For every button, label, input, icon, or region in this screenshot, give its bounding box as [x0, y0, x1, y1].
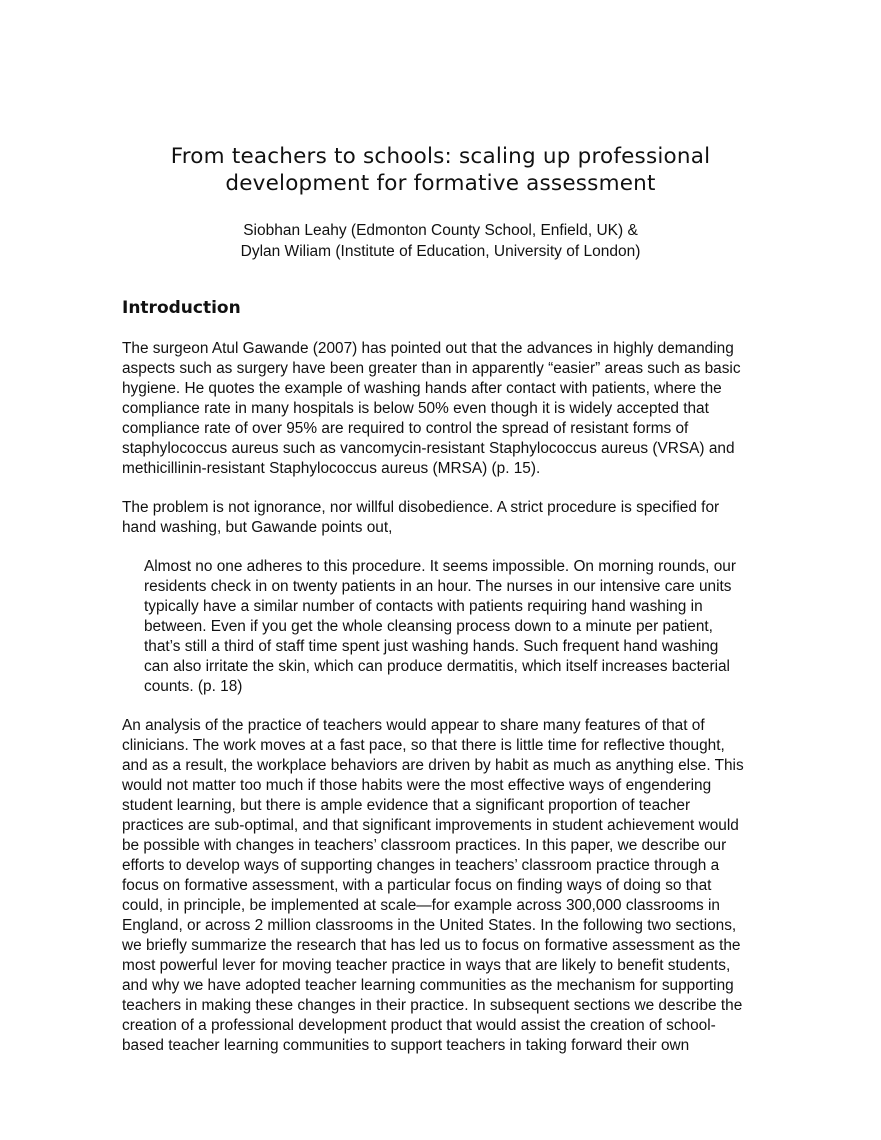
- text-line: typically have a similar number of contacts with patients requiring hand washing in: [144, 598, 703, 615]
- paper-title: [100, 143, 781, 197]
- text-line: student learning, but there is ample evidence that a significant proportion of teacher: [122, 797, 691, 814]
- paragraph: [122, 716, 762, 1056]
- text-line: efforts to develop ways of supporting changes in teachers’ classroom practice through a: [122, 857, 720, 874]
- paragraph: [122, 339, 762, 479]
- paper-title-line: development for formative assessment: [225, 171, 656, 196]
- text-line: teachers in making these changes in their practice. In subsequent sections we describe the: [122, 997, 743, 1014]
- text-line: focus on formative assessment, with a particular focus on finding ways of doing so that: [122, 877, 712, 894]
- paragraph: [122, 498, 762, 538]
- text-line: An analysis of the practice of teachers would appear to share many features of that of: [122, 717, 705, 734]
- text-line: compliance rate in many hospitals is below 50% even though it is widely accepted that: [122, 400, 709, 417]
- text-line: aspects such as surgery have been greater than in apparently “easier” areas such as basic: [122, 360, 741, 377]
- text-line: staphylococcus aureus such as vancomycin-resistant Staphylococcus aureus (VRSA) and: [122, 440, 735, 457]
- text-line: that’s still a third of staff time spent just washing hands. Such frequent hand washing: [144, 638, 719, 655]
- text-line: The surgeon Atul Gawande (2007) has pointed out that the advances in highly demanding: [122, 340, 734, 357]
- text-line: would not matter too much if those habits were the most effective ways of engendering: [122, 777, 712, 794]
- author-line: Siobhan Leahy (Edmonton County School, Enfield, UK) &: [243, 222, 638, 239]
- text-line: England, or across 2 million classrooms in the United States. In the following two sections,: [122, 917, 737, 934]
- text-line: and as a result, the workplace behaviors are driven by habit as much as anything else. This: [122, 757, 744, 774]
- text-line: we briefly summarize the research that has led us to focus on formative assessment as the: [122, 937, 741, 954]
- text-line: methicillinin-resistant Staphylococcus aureus (MRSA) (p. 15).: [122, 460, 541, 477]
- text-line: Almost no one adheres to this procedure. It seems impossible. On morning rounds, our: [144, 558, 736, 575]
- text-line: counts. (p. 18): [144, 678, 243, 695]
- author-line: Dylan Wiliam (Institute of Education, University of London): [240, 243, 641, 260]
- text-line: can also irritate the skin, which can produce dermatitis, which itself increases bacterial: [144, 658, 730, 675]
- text-line: could, in principle, be implemented at scale—for example across 300,000 classrooms in: [122, 897, 720, 914]
- text-line: practices are sub-optimal, and that significant improvements in student achievement would: [122, 817, 739, 834]
- text-line: hygiene. He quotes the example of washing hands after contact with patients, where the: [122, 380, 722, 397]
- author-block: [100, 220, 781, 262]
- text-line: most powerful lever for moving teacher practice in ways that are likely to benefit students,: [122, 957, 731, 974]
- text-line: hand washing, but Gawande points out,: [122, 519, 393, 536]
- text-line: based teacher learning communities to support teachers in taking forward their own: [122, 1037, 690, 1054]
- text-line: and why we have adopted teacher learning communities as the mechanism for supporting: [122, 977, 734, 994]
- section-heading: Introduction: [122, 298, 241, 318]
- text-line: creation of a professional development product that would assist the creation of school-: [122, 1017, 716, 1034]
- text-line: clinicians. The work moves at a fast pace, so that there is little time for reflective thought,: [122, 737, 725, 754]
- paper-title-line: From teachers to schools: scaling up professional: [170, 144, 711, 169]
- block-quote: [144, 557, 764, 697]
- text-line: The problem is not ignorance, nor willful disobedience. A strict procedure is specified for: [122, 499, 720, 516]
- text-line: be possible with changes in teachers’ classroom practices. In this paper, we describe our: [122, 837, 727, 854]
- text-line: compliance rate of over 95% are required to control the spread of resistant forms of: [122, 420, 689, 437]
- text-line: residents check in on twenty patients in an hour. The nurses in our intensive care units: [144, 578, 732, 595]
- text-line: between. Even if you get the whole cleansing process down to a minute per patient,: [144, 618, 713, 635]
